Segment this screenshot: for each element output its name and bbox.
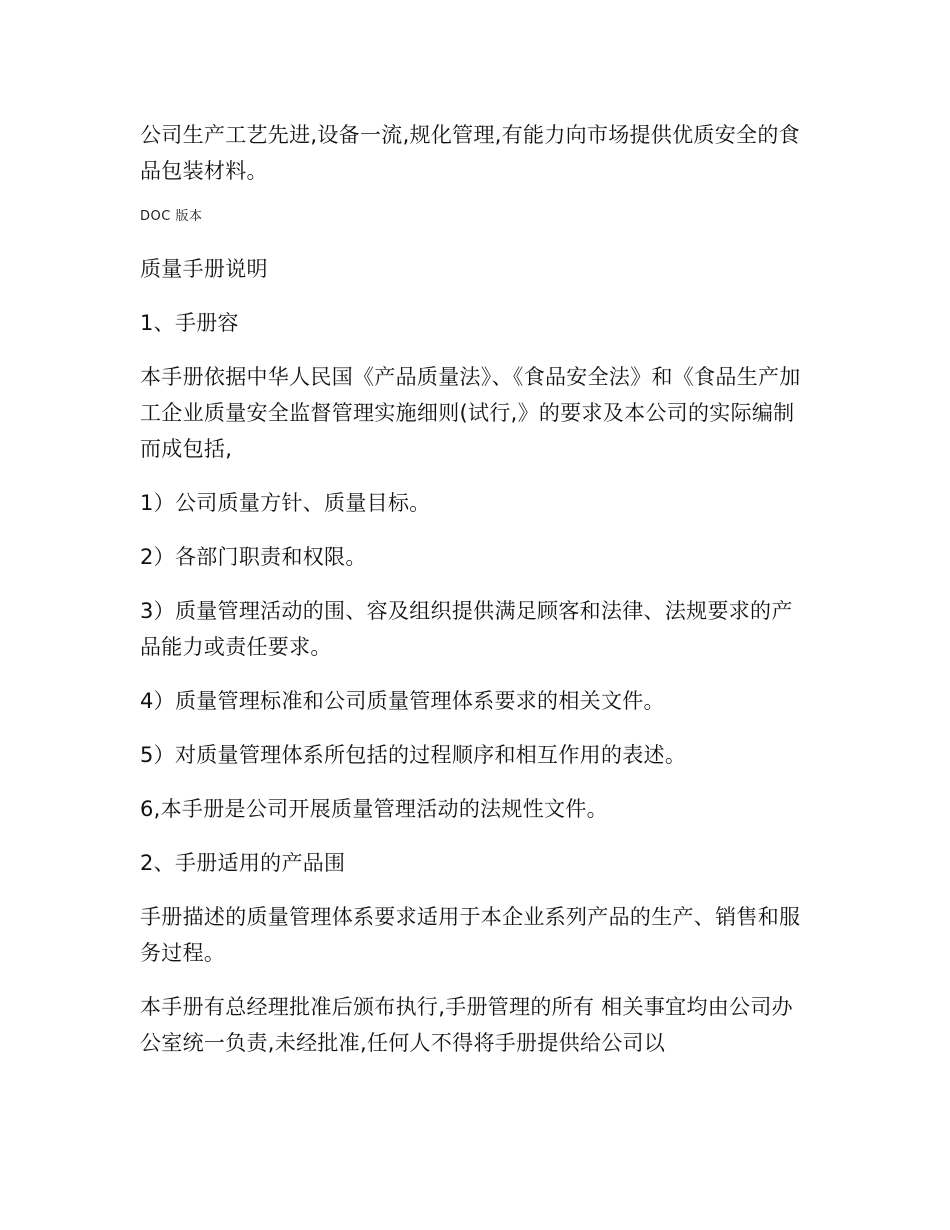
list-item: 5）对质量管理体系所包括的过程顺序和相互作用的表述。 xyxy=(140,743,687,767)
manual-heading: 质量手册说明 xyxy=(140,257,268,281)
document-body xyxy=(140,117,805,1079)
closing-paragraph: 本手册有总经理批准后颁布执行,手册管理的所有 相关事宜均由公司办公室统一负责,未经批准,任何人不得将手册提供给公司以 xyxy=(140,995,793,1055)
section-1-body: 本手册依据中华人民国《产品质量法》、《食品安全法》和《食品生产加工企业质量安全监督管理实施细则(试行,》的要求及本公司的实际编制而成包括, xyxy=(140,365,801,461)
list-item: 2）各部门职责和权限。 xyxy=(140,545,367,569)
list-item: 4）质量管理标准和公司质量管理体系要求的相关文件。 xyxy=(140,689,665,713)
list-item: 3）质量管理活动的围、容及组织提供满足顾客和法律、法规要求的产品能力或责任要求。 xyxy=(140,599,793,659)
list-item: 1）公司质量方针、质量目标。 xyxy=(140,491,431,515)
list-item: 6,本手册是公司开展质量管理活动的法规性文件。 xyxy=(140,797,608,821)
section-2-title: 2、手册适用的产品围 xyxy=(140,851,346,875)
intro-paragraph: 公司生产工艺先进,设备一流,规化管理,有能力向市场提供优质安全的食品包装材料。 xyxy=(140,123,800,183)
doc-version-label: DOC 版本 xyxy=(140,209,203,224)
section-2-body: 手册描述的质量管理体系要求适用于本企业系列产品的生产、销售和服务过程。 xyxy=(140,905,801,965)
section-1-title: 1、手册容 xyxy=(140,311,239,335)
